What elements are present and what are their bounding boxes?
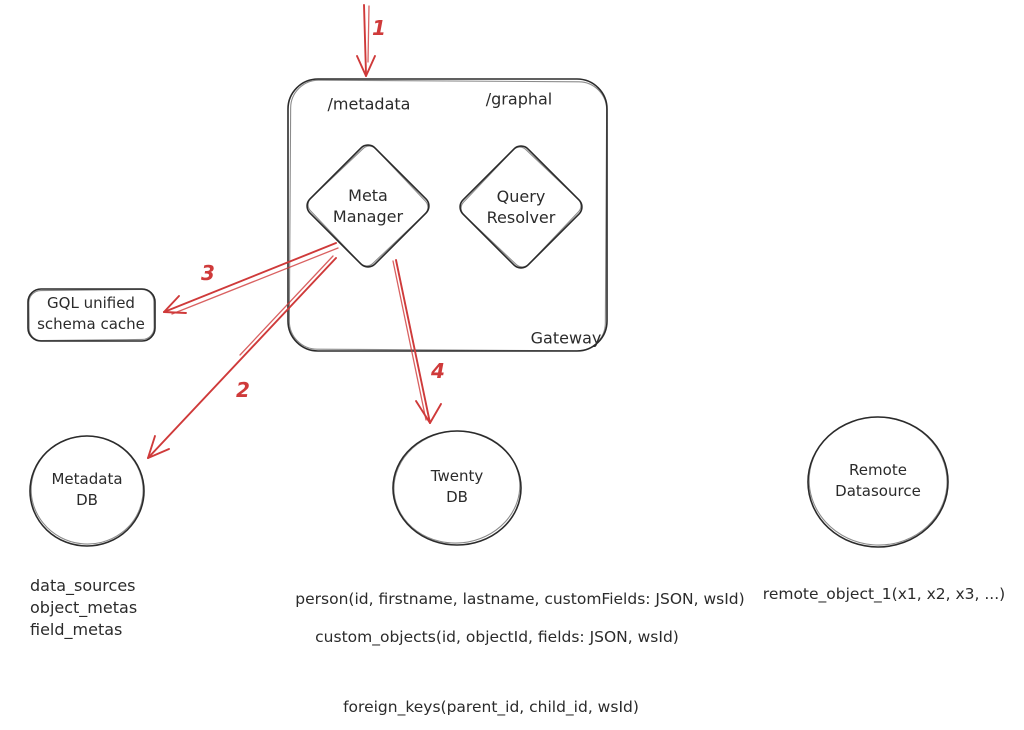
remote-datasource-label xyxy=(835,460,921,502)
gateway-label: Gateway xyxy=(530,328,602,348)
twenty-db-line1: Twenty xyxy=(430,467,484,485)
twenty-db-line2: DB xyxy=(446,488,468,506)
remote-datasource-line2: Datasource xyxy=(835,482,921,500)
schema-cache-line2: schema cache xyxy=(37,315,145,333)
metadata-db-table-2: object_metas xyxy=(30,598,138,617)
twenty-db-schema-person: person(id, firstname, lastname, customFields: JSON, wsId) xyxy=(295,590,745,608)
twenty-db-schema-custom-objects: custom_objects(id, objectId, fields: JSON, wsId) xyxy=(315,628,679,646)
metadata-db-label xyxy=(51,469,122,511)
metadata-db-table-1: data_sources xyxy=(30,576,136,595)
metadata-db-line1: Metadata xyxy=(51,470,123,488)
flow-step-3-label: 3 xyxy=(201,261,215,285)
route-graphql-label: /graphal xyxy=(485,89,553,109)
metadata-db-line2: DB xyxy=(76,491,98,509)
route-metadata-label: /metadata xyxy=(327,94,411,114)
meta-manager-line2: Manager xyxy=(332,207,404,226)
query-resolver-label xyxy=(487,186,556,228)
twenty-db-label xyxy=(431,466,483,508)
schema-cache-line1: GQL unified xyxy=(47,294,135,312)
twenty-db-schema-foreign-keys: foreign_keys(parent_id, child_id, wsId) xyxy=(343,698,639,716)
query-resolver-line1: Query xyxy=(496,187,546,206)
query-resolver-line2: Resolver xyxy=(486,208,556,227)
meta-manager-label xyxy=(333,185,403,227)
remote-datasource-schema: remote_object_1(x1, x2, x3, ...) xyxy=(762,585,1006,603)
flow-step-2-label: 2 xyxy=(236,378,250,402)
flow-arrow-4 xyxy=(393,260,441,423)
schema-cache-label xyxy=(37,293,145,335)
metadata-db-tables xyxy=(30,575,137,641)
flow-step-4-label: 4 xyxy=(431,359,445,383)
metadata-db-table-3: field_metas xyxy=(30,620,123,639)
flow-step-1-label: 1 xyxy=(372,16,386,40)
remote-datasource-line1: Remote xyxy=(849,461,907,479)
meta-manager-line1: Meta xyxy=(348,186,388,205)
